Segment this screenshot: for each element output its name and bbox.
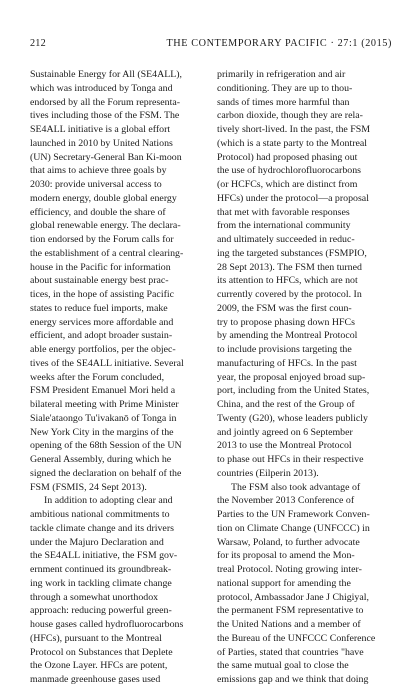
- text-line: SE4ALL initiative is a global effort: [30, 124, 171, 135]
- text-line: The FSM also took advantage of: [231, 481, 361, 493]
- text-line: year, the proposal enjoyed broad sup-: [217, 371, 366, 383]
- text-line: the United Nations and a member of: [217, 619, 361, 630]
- text-line: the SE4ALL initiative, the FSM gov-: [30, 550, 178, 562]
- text-line: the use of hydrochlorofluorocarbons: [217, 165, 361, 177]
- text-line: the Bureau of the UNFCCC Conference: [217, 632, 376, 644]
- text-line: treal Protocol. Noting growing inter-: [217, 564, 362, 575]
- text-line: to include provisions targeting the: [217, 344, 352, 355]
- text-line: New York City in the margins of the: [30, 426, 174, 438]
- text-line: manmade greenhouse gases used: [30, 674, 161, 685]
- text-line: efficient, and adopt broader sustain-: [30, 330, 173, 342]
- text-line: Sustainable Energy for All (SE4ALL),: [30, 69, 183, 80]
- text-line: global renewable energy. The declara-: [30, 220, 181, 232]
- text-line: that met with favorable responses: [217, 206, 350, 218]
- text-line: Siale'ataongo Tu'ivakanō of Tonga in: [30, 412, 177, 424]
- text-line: the November 2013 Conference of: [217, 495, 355, 507]
- text-line: and ultimately succeeded in reduc-: [217, 234, 355, 245]
- text-line: approach: reducing powerful green-: [30, 605, 172, 617]
- text-line: try to propose phasing down HFCs: [217, 316, 355, 328]
- page-header: [30, 38, 392, 49]
- text-line: energy services more affordable and: [30, 316, 174, 328]
- text-line: Parties to the UN Framework Conven-: [217, 509, 370, 520]
- text-line: house in the Pacific for information: [30, 261, 171, 273]
- text-line: emissions gap and we think that doing: [217, 674, 369, 685]
- text-line: FSM President Emanuel Mori held a: [30, 385, 176, 397]
- text-line: General Assembly, during which he: [30, 454, 172, 465]
- text-line: Twenty (G20), whose leaders publicly: [217, 412, 368, 424]
- text-line: modern energy, double global energy: [30, 192, 177, 204]
- text-line: launched in 2010 by United Nations: [30, 137, 173, 149]
- text-line: its attention to HFCs, which are not: [217, 275, 358, 287]
- text-line: weeks after the Forum concluded,: [30, 371, 165, 383]
- text-line: (HFCs), pursuant to the Montreal: [30, 632, 162, 644]
- text-line: Warsaw, Poland, to further advocate: [217, 536, 360, 548]
- text-line: protocol, Ambassador Jane J Chigiyal,: [217, 591, 369, 603]
- text-line: countries (Eilperin 2013).: [217, 467, 319, 479]
- text-line: tively short-lived. In the past, the FSM: [217, 124, 371, 135]
- text-line: under the Majuro Declaration and: [30, 536, 164, 548]
- text-line: bilateral meeting with Prime Minister: [30, 399, 179, 410]
- text-line: house gases called hydrofluorocarbons: [30, 619, 184, 630]
- text-line: through a somewhat unorthodox: [30, 591, 159, 603]
- text-line: ernment continued its groundbreak-: [30, 564, 172, 575]
- text-line: the Ozone Layer. HFCs are potent,: [30, 660, 168, 672]
- text-line: able energy portfolios, per the objec-: [30, 344, 176, 355]
- text-line: ing work in tackling climate change: [30, 577, 172, 589]
- text-line: (which is a state party to the Montreal: [217, 137, 368, 149]
- text-line: (UN) Secretary-General Ban Ki-moon: [30, 151, 182, 163]
- text-line: FSM (FSMIS, 24 Sept 2013).: [30, 481, 147, 493]
- text-line: by amending the Montreal Protocol: [217, 330, 358, 342]
- text-line: that aims to achieve three goals by: [30, 165, 167, 177]
- page-number: 212: [30, 38, 46, 49]
- text-line: tives including those of the FSM. The: [30, 110, 180, 122]
- text-line: tackle climate change and its drivers: [30, 522, 174, 534]
- text-line: China, and the rest of the Group of: [217, 399, 355, 410]
- text-line: primarily in refrigeration and air: [217, 69, 346, 80]
- text-line: which was introduced by Tonga and: [30, 82, 173, 94]
- text-line: the establishment of a central clearing-: [30, 247, 184, 259]
- text-line: ambitious national commitments to: [30, 509, 170, 520]
- text-line: port, including from the United States,: [217, 385, 370, 397]
- text-line: tices, in the hope of assisting Pacific: [30, 289, 174, 300]
- text-line: endorsed by all the Forum representa-: [30, 96, 180, 108]
- text-line: states to reduce fuel imports, make: [30, 302, 168, 314]
- text-line: 28 Sept 2013). The FSM then turned: [217, 261, 362, 273]
- text-line: to phase out HFCs in their respective: [217, 454, 364, 465]
- text-line: from the international community: [217, 220, 351, 232]
- text-line: manufacturing of HFCs. In the past: [217, 357, 357, 369]
- text-line: sands of times more harmful than: [217, 96, 350, 108]
- text-line: carbon dioxide, though they are rela-: [217, 110, 363, 122]
- text-line: opening of the 68th Session of the UN: [30, 440, 182, 452]
- text-line: HFCs) under the protocol—a proposal: [217, 192, 369, 204]
- text-line: for its proposal to amend the Mon-: [217, 550, 355, 562]
- left-column: [30, 68, 204, 687]
- text-line: 2013 to use the Montreal Protocol: [217, 440, 352, 452]
- text-line: In addition to adopting clear and: [44, 495, 173, 507]
- text-line: 2009, the FSM was the first coun-: [217, 302, 352, 314]
- text-line: the same mutual goal to close the: [217, 660, 349, 672]
- text-line: tion endorsed by the Forum calls for: [30, 234, 174, 245]
- text-line: national support for amending the: [217, 577, 351, 589]
- text-line: of Parties, stated that countries "have: [217, 646, 364, 658]
- text-line: (or HCFCs, which are distinct from: [217, 179, 358, 190]
- text-line: and jointly agreed on 6 September: [217, 426, 353, 438]
- text-line: the permanent FSM representative to: [217, 605, 364, 617]
- text-line: currently covered by the protocol. In: [217, 289, 362, 300]
- text-line: ing the targeted substances (FSMPIO,: [217, 247, 367, 259]
- text-line: Protocol on Substances that Deplete: [30, 646, 173, 658]
- text-line: efficiency, and double the share of: [30, 206, 166, 218]
- running-head: THE CONTEMPORARY PACIFIC · 27:1 (2015): [166, 38, 392, 49]
- text-line: Protocol) had proposed phasing out: [217, 151, 358, 163]
- text-line: about sustainable energy best prac-: [30, 275, 169, 287]
- text-line: tives of the SE4ALL initiative. Several: [30, 357, 184, 369]
- text-line: 2030: provide universal access to: [30, 179, 162, 190]
- text-line: signed the declaration on behalf of the: [30, 467, 182, 479]
- text-line: conditioning. They are up to thou-: [217, 82, 353, 94]
- right-column: [217, 68, 391, 687]
- text-line: tion on Climate Change (UNFCCC) in: [217, 522, 370, 534]
